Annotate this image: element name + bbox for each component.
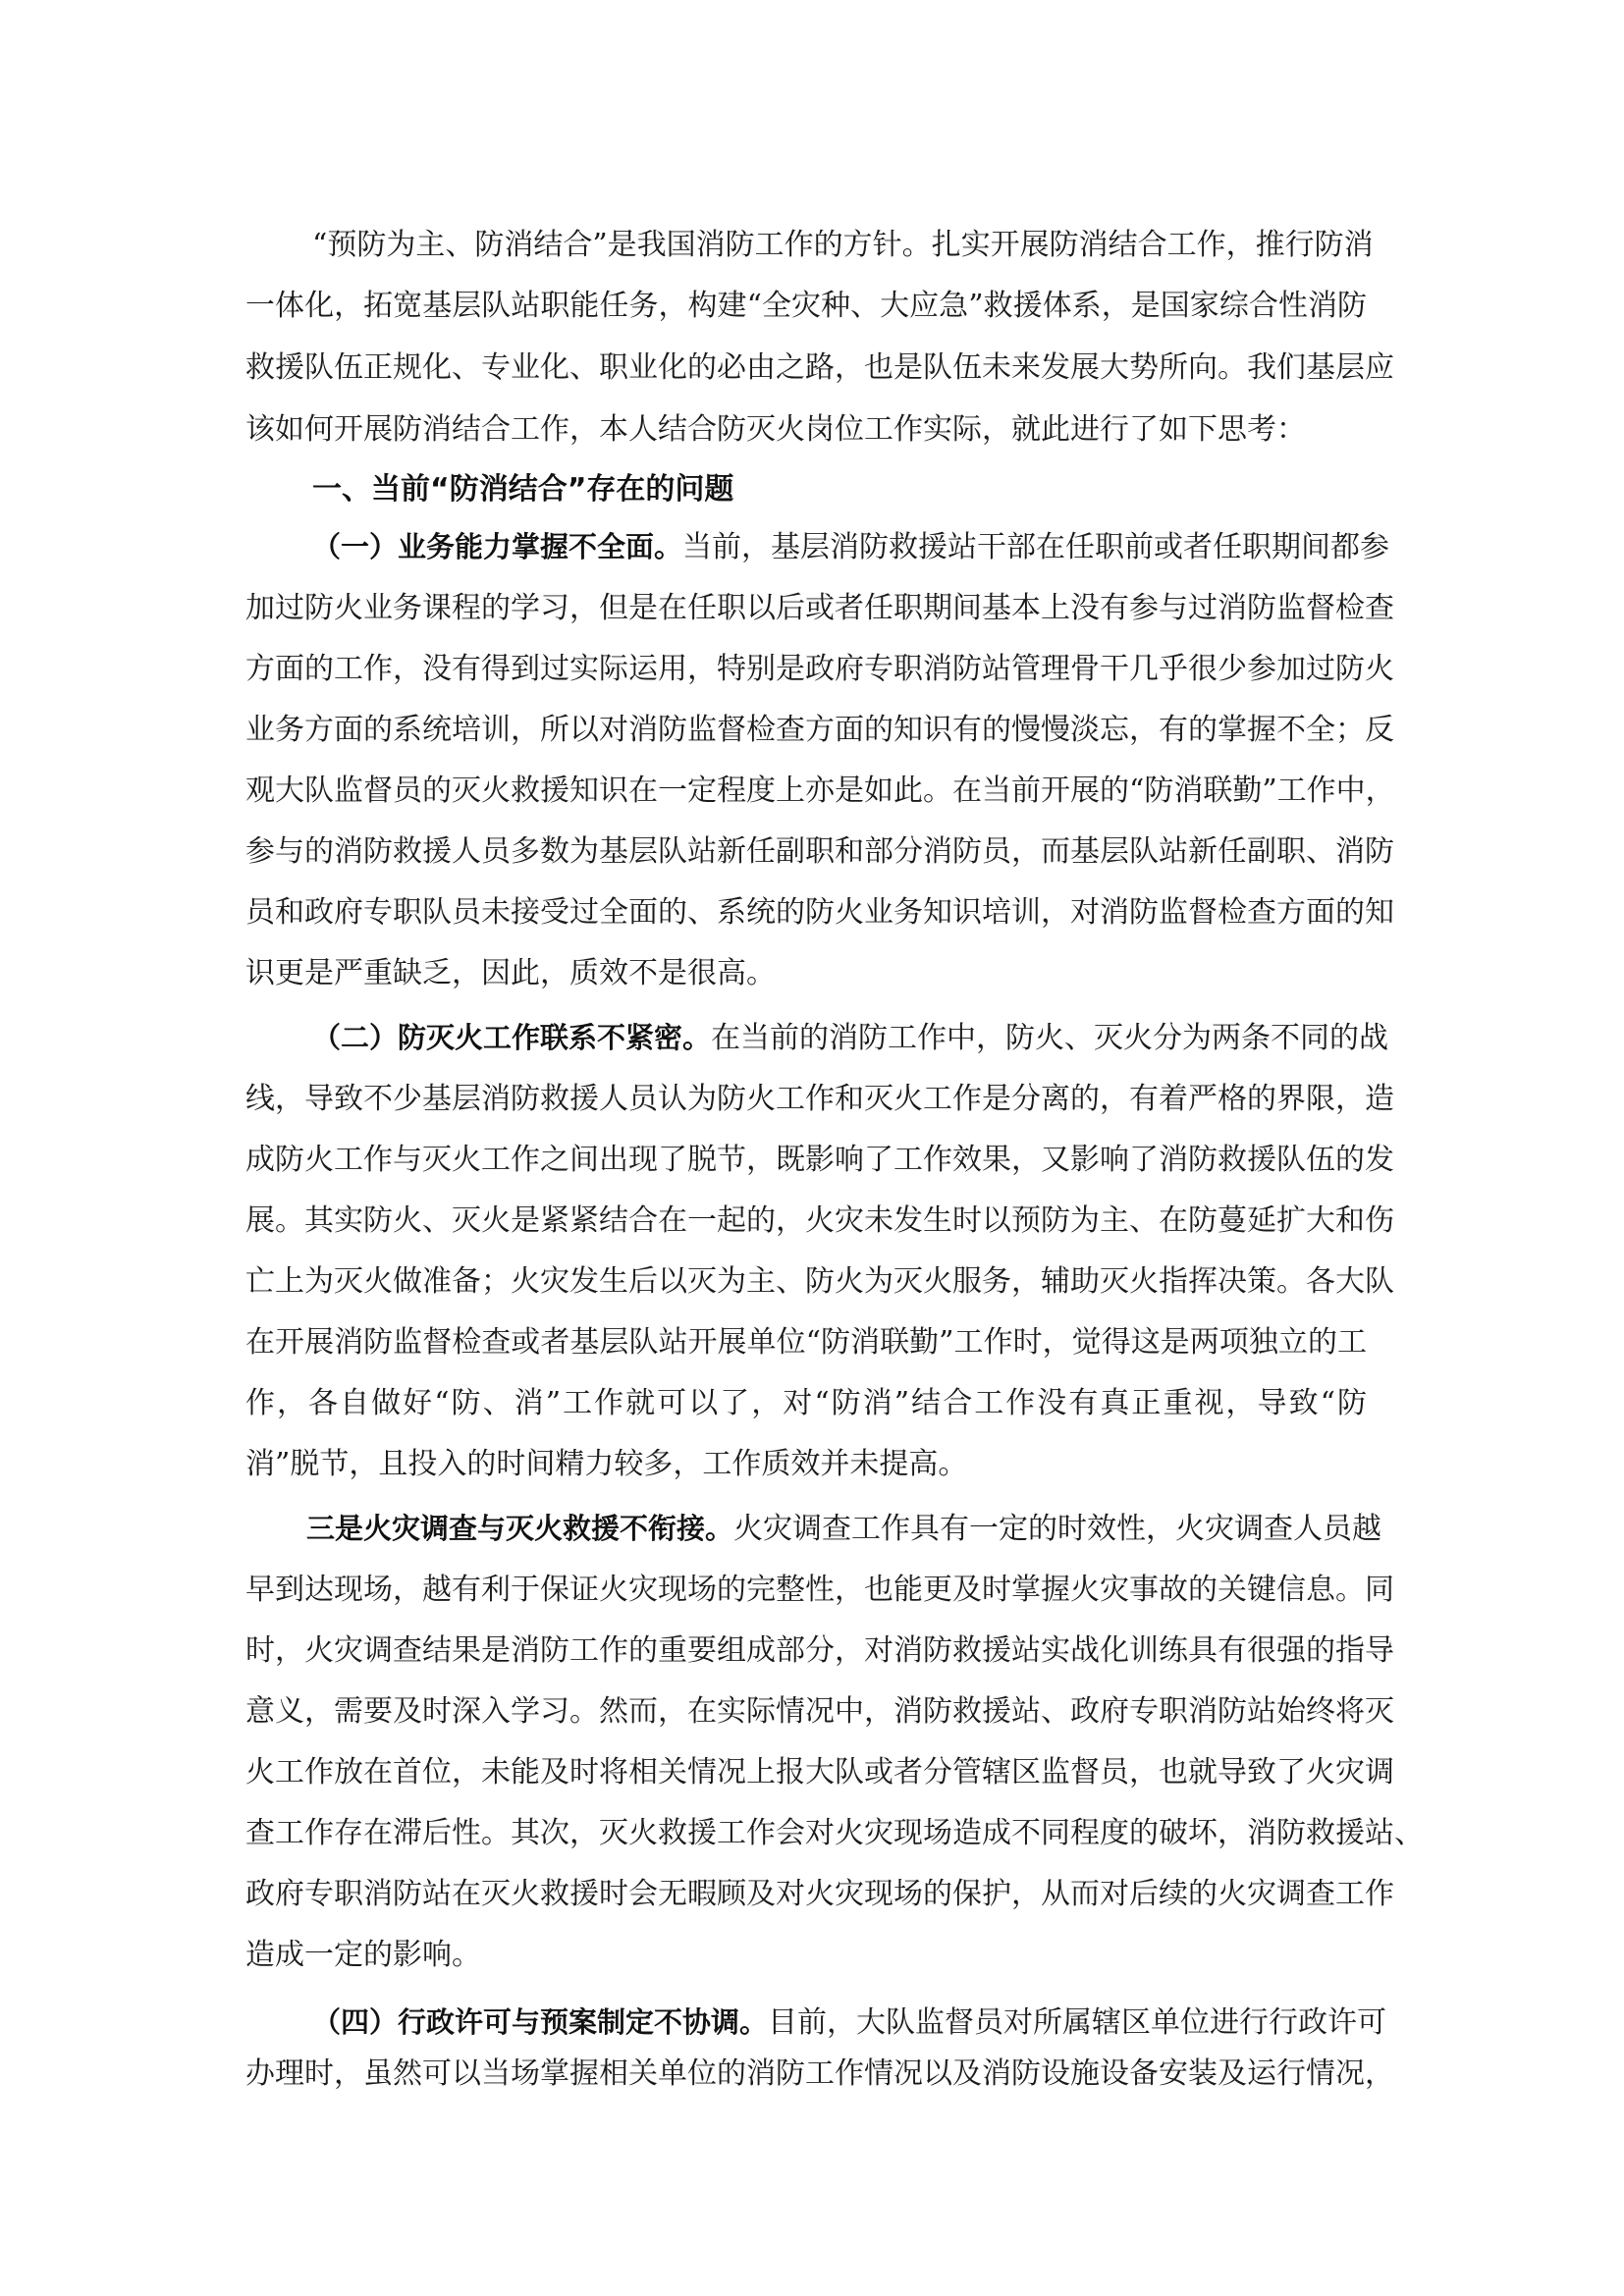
subsection-1-text: 当前，基层消防救援站干部在任职前或者任职期间都参 (682, 530, 1390, 564)
subsection-1-first-line (312, 527, 1390, 566)
subsection-3-first-line (306, 1509, 1382, 1548)
subsection-1-line: 加过防火业务课程的学习，但是在任职以后或者任职期间基本上没有参与过消防监督检查 (245, 591, 1394, 625)
subsection-1-title: （一）业务能力掌握不全面。 (312, 530, 683, 563)
subsection-1-line: 参与的消防救援人员多数为基层队站新任副职和部分消防员，而基层队站新任副职、消防 (245, 834, 1394, 869)
subsection-3-line: 火工作放在首位，未能及时将相关情况上报大队或者分管辖区监督员，也就导致了火灾调 (245, 1755, 1394, 1789)
intro-paragraph-line-3: 救援队伍正规化、专业化、职业化的必由之路，也是队伍未来发展大势所向。我们基层应 (245, 350, 1394, 385)
intro-paragraph-line-2: 一体化，拓宽基层队站职能任务，构建“全灾种、大应急”救援体系，是国家综合性消防 (245, 289, 1367, 323)
subsection-1-line: 识更是严重缺乏，因此，质效不是很高。 (245, 956, 776, 990)
subsection-2-line: 作，各自做好“防、消”工作就可以了，对“防消”结合工作没有真正重视，导致“防 (245, 1386, 1367, 1420)
section-heading: 一、当前“防消结合”存在的问题 (312, 472, 734, 507)
subsection-1-line: 方面的工作，没有得到过实际运用，特别是政府专职消防站管理骨干几乎很少参加过防火 (245, 652, 1394, 686)
subsection-1-line: 业务方面的系统培训，所以对消防监督检查方面的知识有的慢慢淡忘，有的掌握不全；反 (245, 713, 1394, 747)
subsection-3-line: 早到达现场，越有利于保证火灾现场的完整性，也能更及时掌握火灾事故的关键信息。同 (245, 1573, 1394, 1607)
subsection-3-line: 造成一定的影响。 (245, 1938, 481, 1972)
subsection-4-first-line (312, 2002, 1387, 2042)
subsection-2-line: 亡上为灭火做准备；火灾发生后以灭为主、防火为灭火服务，辅助灭火指挥决策。各大队 (245, 1264, 1394, 1299)
subsection-3-line: 时，火灾调查结果是消防工作的重要组成部分，对消防救援站实战化训练具有很强的指导 (245, 1633, 1394, 1668)
subsection-2-line: 消”脱节，且投入的时间精力较多，工作质效并未提高。 (245, 1447, 968, 1481)
subsection-2-line: 在开展消防监督检查或者基层队站开展单位“防消联勤”工作时，觉得这是两项独立的工 (245, 1325, 1367, 1360)
subsection-1-line: 员和政府专职队员未接受过全面的、系统的防火业务知识培训，对消防监督检查方面的知 (245, 895, 1394, 930)
subsection-1-line: 观大队监督员的灭火救援知识在一定程度上亦是如此。在当前开展的“防消联勤”工作中， (245, 774, 1395, 808)
subsection-3-line: 意义，需要及时深入学习。然而，在实际情况中，消防救援站、政府专职消防站始终将灭 (245, 1694, 1394, 1729)
subsection-3-text: 火灾调查工作具有一定的时效性，火灾调查人员越 (733, 1512, 1382, 1546)
subsection-4-line: 办理时，虽然可以当场掌握相关单位的消防工作情况以及消防设施设备安装及运行情况， (245, 2056, 1394, 2091)
subsection-2-line: 展。其实防火、灭火是紧紧结合在一起的，火灾未发生时以预防为主、在防蔓延扩大和伤 (245, 1203, 1394, 1238)
subsection-2-first-line (312, 1018, 1389, 1057)
subsection-2-title: （二）防灭火工作联系不紧密。 (312, 1021, 712, 1054)
subsection-2-line: 成防火工作与灭火工作之间出现了脱节，既影响了工作效果，又影响了消防救援队伍的发 (245, 1143, 1394, 1177)
subsection-3-line: 查工作存在滞后性。其次，灭火救援工作会对火灾现场造成不同程度的破坏，消防救援站、 (245, 1816, 1424, 1850)
subsection-4-text: 目前，大队监督员对所属辖区单位进行行政许可 (768, 2005, 1387, 2040)
subsection-4-title: （四）行政许可与预案制定不协调。 (312, 2005, 769, 2039)
subsection-2-text: 在当前的消防工作中，防火、灭火分为两条不同的战 (711, 1021, 1389, 1055)
intro-paragraph-line-1: “预防为主、防消结合”是我国消防工作的方针。扎实开展防消结合工作，推行防消 (312, 228, 1374, 262)
intro-paragraph-line-4: 该如何开展防消结合工作，本人结合防灭火岗位工作实际，就此进行了如下思考： (245, 412, 1306, 447)
subsection-3-line: 政府专职消防站在灭火救援时会无暇顾及对火灾现场的保护，从而对后续的火灾调查工作 (245, 1877, 1394, 1911)
subsection-3-title: 三是火灾调查与灭火救援不衔接。 (306, 1512, 734, 1545)
subsection-2-line: 线，导致不少基层消防救援人员认为防火工作和灭火工作是分离的，有着严格的界限，造 (245, 1082, 1394, 1116)
